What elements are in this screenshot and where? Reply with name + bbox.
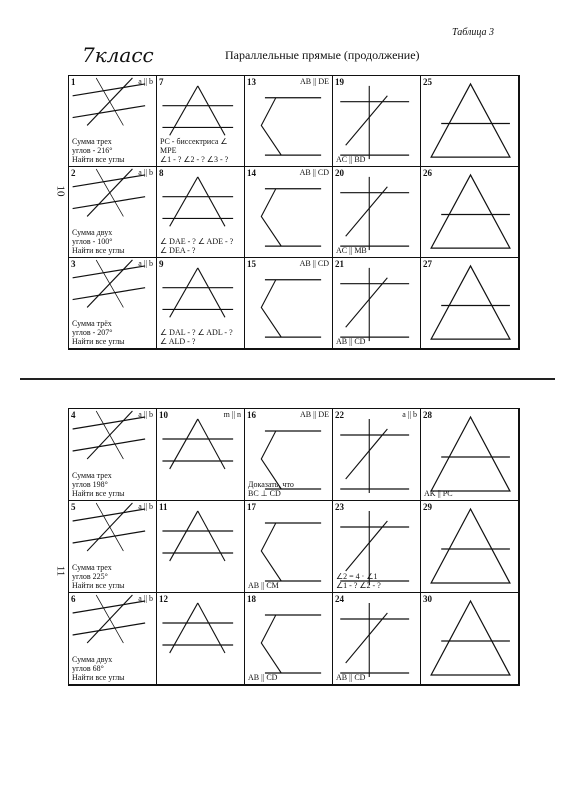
exercise-number: 10 <box>159 410 168 420</box>
exercise-task: AC || BD <box>336 155 366 164</box>
exercise-number: 3 <box>71 259 76 269</box>
exercise-number: 20 <box>335 168 344 178</box>
exercise-number: 28 <box>423 410 432 420</box>
exercise-cell-3 <box>69 258 157 349</box>
geometry-figure <box>245 258 332 348</box>
exercise-condition: AB || DE <box>300 77 329 86</box>
exercise-task: Сумма трех углов 198° Найти все углы <box>72 471 125 498</box>
geometry-figure <box>245 167 332 257</box>
exercise-number: 16 <box>247 410 256 420</box>
exercise-number: 30 <box>423 594 432 604</box>
geometry-figure <box>157 501 244 592</box>
geometry-figure <box>333 258 420 348</box>
exercise-task: AB || CD <box>336 337 366 346</box>
exercise-number: 5 <box>71 502 76 512</box>
exercise-cell-14 <box>245 167 333 258</box>
table-label: Таблица 3 <box>452 27 494 38</box>
exercise-cell-26 <box>421 167 519 258</box>
exercise-number: 19 <box>335 77 344 87</box>
exercise-cell-1 <box>69 76 157 167</box>
geometry-figure <box>421 76 518 166</box>
page-title: Параллельные прямые (продолжение) <box>225 48 420 62</box>
exercise-condition: a || b <box>402 410 417 419</box>
geometry-figure <box>421 167 518 257</box>
exercise-number: 1 <box>71 77 76 87</box>
handwritten-grade: 7класс <box>82 43 154 67</box>
exercise-cell-17 <box>245 501 333 593</box>
exercise-cell-7 <box>157 76 245 167</box>
exercise-cell-28 <box>421 409 519 501</box>
exercise-number: 6 <box>71 594 76 604</box>
exercise-task: ∠2 = 4 · ∠1 ∠1 - ? ∠2 - ? <box>336 572 381 590</box>
geometry-figure <box>421 593 518 684</box>
exercise-task: AC || MB <box>336 246 367 255</box>
exercise-number: 2 <box>71 168 76 178</box>
exercise-number: 7 <box>159 77 164 87</box>
exercise-task: Сумма двух углов 68° Найти все углы <box>72 655 125 682</box>
geometry-figure <box>245 76 332 166</box>
geometry-figure <box>333 167 420 257</box>
exercise-number: 17 <box>247 502 256 512</box>
exercise-task: AB || CD <box>336 673 366 682</box>
exercise-cell-10 <box>157 409 245 501</box>
geometry-figure <box>245 501 332 592</box>
exercise-number: 26 <box>423 168 432 178</box>
exercise-condition: a || b <box>138 259 153 268</box>
exercise-number: 18 <box>247 594 256 604</box>
exercise-condition: m || n <box>223 410 241 419</box>
geometry-figure <box>333 76 420 166</box>
exercise-cell-15 <box>245 258 333 349</box>
page-number-top: 10 <box>54 185 67 197</box>
exercise-cell-25 <box>421 76 519 167</box>
exercise-cell-18 <box>245 593 333 685</box>
exercise-number: 27 <box>423 259 432 269</box>
exercise-cell-27 <box>421 258 519 349</box>
page-divider <box>20 378 555 380</box>
exercise-table-bottom <box>68 408 520 686</box>
exercise-condition: AB || CD <box>299 168 329 177</box>
exercise-cell-6 <box>69 593 157 685</box>
exercise-number: 21 <box>335 259 344 269</box>
exercise-cell-24 <box>333 593 421 685</box>
exercise-cell-12 <box>157 593 245 685</box>
exercise-task: ∠ DAL - ? ∠ ADL - ? ∠ ALD - ? <box>160 328 233 346</box>
exercise-cell-21 <box>333 258 421 349</box>
geometry-figure <box>245 593 332 684</box>
exercise-number: 9 <box>159 259 164 269</box>
exercise-cell-19 <box>333 76 421 167</box>
exercise-number: 23 <box>335 502 344 512</box>
exercise-number: 13 <box>247 77 256 87</box>
exercise-condition: a || b <box>138 410 153 419</box>
exercise-condition: a || b <box>138 168 153 177</box>
exercise-task: AB || CD <box>248 673 278 682</box>
exercise-number: 15 <box>247 259 256 269</box>
exercise-cell-5 <box>69 501 157 593</box>
exercise-cell-16 <box>245 409 333 501</box>
exercise-condition: a || b <box>138 502 153 511</box>
exercise-condition: a || b <box>138 594 153 603</box>
exercise-condition: a || b <box>138 77 153 86</box>
exercise-number: 4 <box>71 410 76 420</box>
exercise-cell-20 <box>333 167 421 258</box>
exercise-number: 22 <box>335 410 344 420</box>
geometry-figure <box>157 593 244 684</box>
exercise-task: ∠ DAE - ? ∠ ADE - ? ∠ DEA - ? <box>160 237 234 255</box>
exercise-number: 11 <box>159 502 168 512</box>
geometry-figure <box>333 409 420 500</box>
exercise-table-top <box>68 75 520 350</box>
exercise-task: PC - биссектриса ∠ MPE ∠1 - ? ∠2 - ? ∠3 - ? <box>160 137 229 164</box>
exercise-number: 12 <box>159 594 168 604</box>
exercise-task: AK || PC <box>424 489 453 498</box>
exercise-condition: AB || DE <box>300 410 329 419</box>
page-number-bottom: 11 <box>54 565 67 577</box>
exercise-number: 29 <box>423 502 432 512</box>
exercise-task: Доказать, что BC ⊥ CD <box>248 480 294 498</box>
geometry-figure <box>421 501 518 592</box>
exercise-number: 8 <box>159 168 164 178</box>
exercise-task: Сумма трёх углов - 207° Найти все углы <box>72 319 125 346</box>
exercise-cell-22 <box>333 409 421 501</box>
exercise-number: 24 <box>335 594 344 604</box>
exercise-cell-11 <box>157 501 245 593</box>
geometry-figure <box>333 593 420 684</box>
exercise-task: Сумма двух углов - 100° Найти все углы <box>72 228 125 255</box>
exercise-number: 25 <box>423 77 432 87</box>
exercise-number: 14 <box>247 168 256 178</box>
exercise-task: AB || CM <box>248 581 279 590</box>
exercise-cell-23 <box>333 501 421 593</box>
exercise-cell-2 <box>69 167 157 258</box>
geometry-figure <box>421 258 518 348</box>
exercise-cell-9 <box>157 258 245 349</box>
exercise-condition: AB || CD <box>299 259 329 268</box>
geometry-figure <box>421 409 518 500</box>
exercise-cell-30 <box>421 593 519 685</box>
exercise-cell-13 <box>245 76 333 167</box>
exercise-task: Сумма трех углов 225° Найти все углы <box>72 563 125 590</box>
geometry-figure <box>157 409 244 500</box>
exercise-cell-4 <box>69 409 157 501</box>
exercise-cell-29 <box>421 501 519 593</box>
exercise-task: Сумма трех углов - 216° Найти все углы <box>72 137 125 164</box>
exercise-cell-8 <box>157 167 245 258</box>
